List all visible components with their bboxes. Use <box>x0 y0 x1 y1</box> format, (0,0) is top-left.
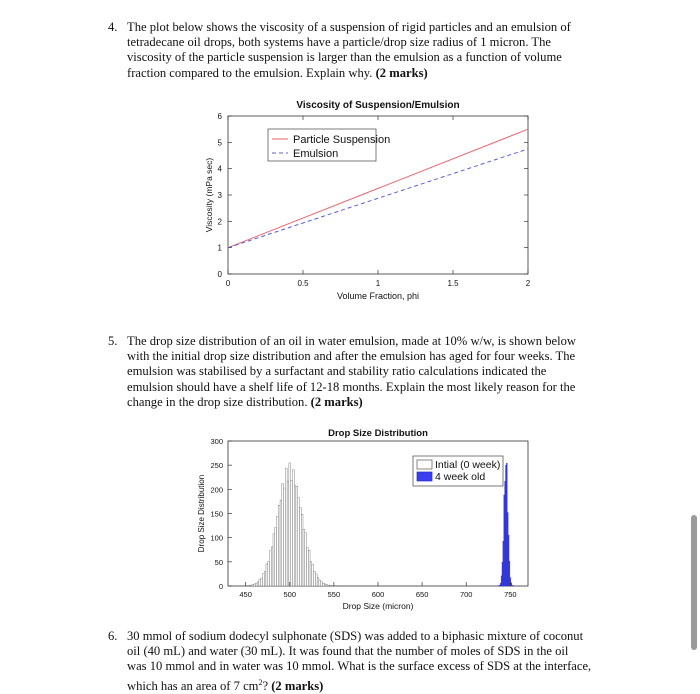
y-tick-label: 4 <box>218 165 223 174</box>
legend-label: 4 week old <box>435 471 485 483</box>
bar-initial <box>264 572 266 586</box>
y-tick-label: 5 <box>218 138 223 147</box>
question-6 <box>127 629 615 694</box>
legend-swatch <box>417 472 432 481</box>
question-5 <box>127 334 615 410</box>
x-tick-label: 450 <box>239 590 252 599</box>
bar-initial <box>303 529 305 586</box>
x-tick-label: 1 <box>376 279 381 288</box>
question-5-marks: (2 marks) <box>311 395 363 409</box>
bar-initial <box>277 516 279 586</box>
bar-initial <box>250 585 252 586</box>
bar-initial <box>326 585 328 586</box>
bar-initial <box>296 486 298 586</box>
viscosity-chart <box>190 92 550 312</box>
bar-initial <box>294 486 296 586</box>
bar-initial <box>269 550 271 586</box>
y-tick-label: 0 <box>219 582 223 591</box>
bar-initial <box>262 574 264 586</box>
drop-size-chart <box>188 422 548 617</box>
y-tick-label: 1 <box>218 244 223 253</box>
bar-initial <box>301 514 303 586</box>
question-4-line: viscosity of the particle suspension is larger than the emulsion as a function of volume <box>127 50 562 64</box>
bar-initial <box>328 585 330 586</box>
x-tick-label: 700 <box>460 590 473 599</box>
y-tick-label: 150 <box>210 510 223 519</box>
bar-initial <box>292 470 294 586</box>
y-axis-label: Viscosity (mPa sec) <box>204 158 214 233</box>
question-5-line: change in the drop size distribution. <box>127 395 307 409</box>
x-tick-label: 650 <box>416 590 429 599</box>
bar-initial <box>315 574 317 586</box>
question-6-line: which has an area of 7 cm <box>127 679 258 693</box>
question-4-number: 4. <box>108 20 117 35</box>
y-tick-label: 200 <box>210 485 223 494</box>
bar-initial <box>257 582 259 586</box>
x-tick-label: 750 <box>504 590 517 599</box>
question-4 <box>127 20 615 81</box>
bar-initial <box>299 508 301 586</box>
x-tick-label: 1.5 <box>447 279 459 288</box>
question-5-number: 5. <box>108 334 117 349</box>
y-tick-label: 0 <box>218 270 223 279</box>
question-6-line: oil (40 mL) and water (30 mL). It was found that the number of moles of SDS in the oil <box>127 644 568 658</box>
question-6-line: 30 mmol of sodium dodecyl sulphonate (SDS) was added to a biphasic mixture of coconut <box>127 629 583 643</box>
bar-initial <box>284 488 286 586</box>
question-5-line: The drop size distribution of an oil in water emulsion, made at 10% w/w, is shown below <box>127 334 576 348</box>
bar-initial <box>273 534 275 586</box>
bar-initial <box>317 578 319 586</box>
bar-initial <box>305 533 307 586</box>
bar-initial <box>307 548 309 586</box>
bar-initial <box>282 484 284 586</box>
question-4-line: fraction compared to the emulsion. Explain why. <box>127 66 372 80</box>
question-6-superscript: 2 <box>258 678 262 687</box>
question-4-line: The plot below shows the viscosity of a suspension of rigid particles and an emulsion of <box>127 20 571 34</box>
question-6-marks: (2 marks) <box>271 679 323 693</box>
bar-initial <box>289 463 291 586</box>
question-5-line: emulsion was stabilised by a surfactant and stability ratio calculations indicated the <box>127 364 546 378</box>
question-5-line: with the initial drop size distribution and after the emulsion has aged for four weeks. The <box>127 349 575 363</box>
bar-initial <box>322 583 324 586</box>
y-axis-label: Drop Size Distribution <box>197 475 206 552</box>
x-tick-label: 550 <box>328 590 341 599</box>
bar-initial <box>308 550 310 586</box>
question-4-marks: (2 marks) <box>376 66 428 80</box>
bar-initial <box>314 571 316 586</box>
x-tick-label: 0.5 <box>297 279 309 288</box>
y-tick-label: 250 <box>210 461 223 470</box>
bar-initial <box>271 547 273 586</box>
bar-initial <box>319 580 321 586</box>
bar-initial <box>287 481 289 586</box>
x-axis-label: Drop Size (micron) <box>343 601 414 611</box>
bar-initial <box>255 583 257 586</box>
y-tick-label: 3 <box>218 191 223 200</box>
x-tick-label: 500 <box>284 590 297 599</box>
x-tick-label: 600 <box>372 590 385 599</box>
scrollbar[interactable] <box>691 515 697 650</box>
chart-title: Drop Size Distribution <box>328 428 428 439</box>
bar-initial <box>280 500 282 586</box>
bar-initial <box>268 562 270 586</box>
question-5-line: emulsion should have a shelf life of 12-18 months. Explain the most likely reason for the <box>127 380 575 394</box>
bar-initial <box>291 480 293 586</box>
bar-initial <box>266 564 268 586</box>
y-tick-label: 300 <box>210 437 223 446</box>
bar-initial <box>254 584 256 586</box>
legend-label: Emulsion <box>293 148 338 160</box>
bar-initial <box>275 528 277 586</box>
bar-initial <box>259 580 261 586</box>
bar-initial <box>285 468 287 586</box>
bar-initial <box>252 585 254 586</box>
legend-swatch <box>417 460 432 469</box>
question-6-line-end: ? <box>262 679 268 693</box>
y-tick-label: 6 <box>218 112 223 121</box>
bar-initial <box>278 505 280 586</box>
bar-initial <box>312 564 314 586</box>
question-6-number: 6. <box>108 629 117 644</box>
x-tick-label: 2 <box>526 279 531 288</box>
legend-label: Particle Suspension <box>293 134 390 146</box>
chart-title: Viscosity of Suspension/Emulsion <box>296 100 459 111</box>
bar-initial <box>310 562 312 586</box>
x-axis-label: Volume Fraction, phi <box>337 291 419 301</box>
y-tick-label: 100 <box>210 534 223 543</box>
bar-initial <box>298 498 300 586</box>
bar-initial <box>261 578 263 586</box>
question-4-line: tetradecane oil drops, both systems have a particle/drop size radius of 1 micron. The <box>127 35 551 49</box>
x-tick-label: 0 <box>226 279 231 288</box>
bar-initial <box>324 584 326 586</box>
legend-label: Intial (0 week) <box>435 459 500 471</box>
bar-initial <box>321 582 323 586</box>
question-6-line: was 10 mmol and in water was 10 mmol. What is the surface excess of SDS at the interface, <box>127 659 591 673</box>
y-tick-label: 2 <box>218 217 223 226</box>
y-tick-label: 50 <box>215 558 223 567</box>
